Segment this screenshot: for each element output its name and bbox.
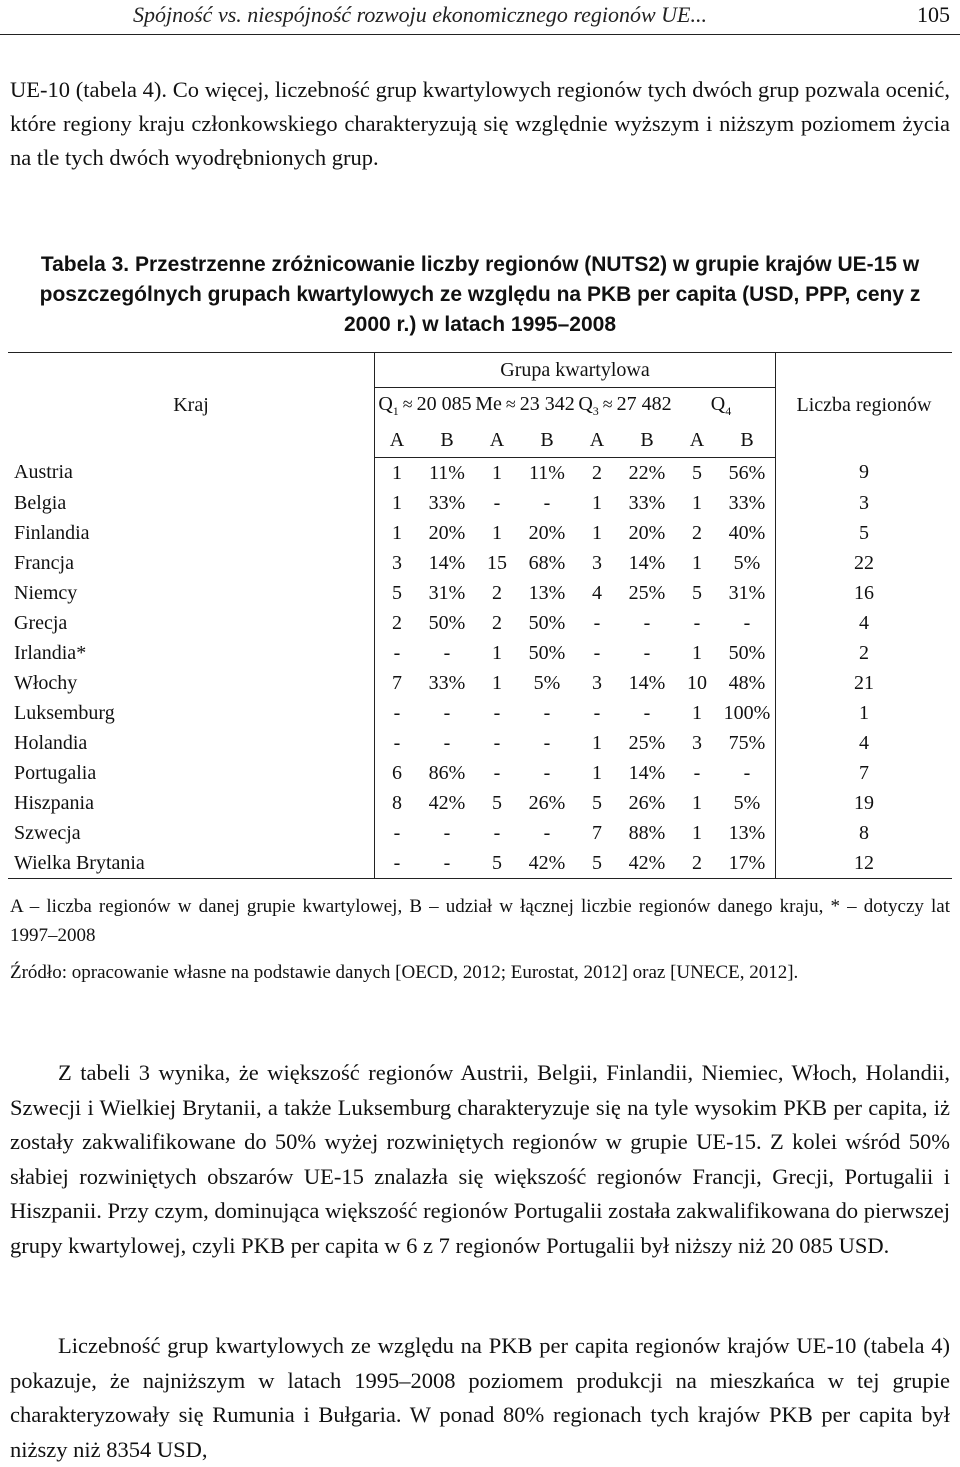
share-b-cell: - xyxy=(743,611,751,634)
region-count-cell: 8 xyxy=(776,818,953,848)
share-b-cell: 20% xyxy=(428,521,466,544)
share-b-cell: 50% xyxy=(428,611,466,634)
count-a-cell: - xyxy=(375,848,420,879)
table-row xyxy=(8,578,952,608)
quartile-label: Q xyxy=(378,392,393,415)
table-caption xyxy=(20,250,940,340)
table-caption-text: Przestrzenne zróżnicowanie liczby regionów (NUTS2) w grupie krajów UE-15 w poszczególnych grupach kwartylowych ze względu na PKB per capita (USD, PPP, ceny z 2000 r.) w latach 1995–2008 xyxy=(39,253,921,336)
running-header xyxy=(0,0,960,35)
share-b-cell: 33% xyxy=(728,491,766,514)
table-row xyxy=(8,758,952,788)
table-row xyxy=(8,728,952,758)
table-row xyxy=(8,608,952,638)
country-cell: Szwecja xyxy=(8,818,375,848)
subheader-a: A xyxy=(375,423,420,458)
share-b-cell: 5% xyxy=(533,671,561,694)
table-row xyxy=(8,788,952,818)
region-count-cell: 12 xyxy=(776,848,953,879)
share-b-cell: - xyxy=(443,701,451,724)
share-b-cell: 26% xyxy=(528,791,566,814)
share-b-cell: 33% xyxy=(628,491,666,514)
count-a-cell: 2 xyxy=(492,581,502,604)
count-a-cell: 1 xyxy=(692,491,702,514)
count-a-cell: 15 xyxy=(487,551,507,574)
country-cell: Hiszpania xyxy=(8,788,375,818)
count-a-cell: - xyxy=(393,701,401,724)
count-a-cell: 1 xyxy=(492,671,502,694)
country-cell: Irlandia* xyxy=(8,638,375,668)
paragraph-continuation: Liczebność grup kwartylowych ze względu na PKB per capita regionów krajów UE-10 (tabela 4) pokazuje, że najniższym w latach 1995–2008 poziomem produkcji na mieszkańca w tej grupie charakteryzowały się Rumunia i Bułgaria. W ponad 80% regionach tych krajów PKB per capita był niższy niż 8354 USD, xyxy=(10,1333,950,1462)
quartile-label: Q xyxy=(578,392,593,415)
count-a-cell: 5 xyxy=(592,791,602,814)
region-count-cell: 4 xyxy=(776,728,953,758)
count-a-cell: 1 xyxy=(492,521,502,544)
share-b-cell: 31% xyxy=(428,581,466,604)
table-row xyxy=(8,638,952,668)
table-row xyxy=(8,548,952,578)
region-count-cell: 19 xyxy=(776,788,953,818)
subheader-a: A xyxy=(575,423,619,458)
share-b-cell: - xyxy=(443,641,451,664)
quartile-threshold: 27 482 xyxy=(616,392,672,415)
share-b-cell: 14% xyxy=(428,551,466,574)
share-b-cell: 20% xyxy=(528,521,566,544)
share-b-cell: 14% xyxy=(628,671,666,694)
quartile-subscript: 3 xyxy=(592,403,599,418)
share-b-cell: 13% xyxy=(728,821,766,844)
subheader-b: B xyxy=(619,423,675,458)
approx-symbol: ≈ xyxy=(402,393,413,414)
share-b-cell: 25% xyxy=(628,731,666,754)
count-a-cell: 7 xyxy=(592,821,602,844)
quartile-subscript: 1 xyxy=(392,403,399,418)
table-row xyxy=(8,458,952,489)
share-b-cell: 11% xyxy=(429,461,465,484)
subheader-a: A xyxy=(675,423,719,458)
approx-symbol: ≈ xyxy=(505,393,516,414)
region-count-cell: 1 xyxy=(776,698,953,728)
region-count-cell: 7 xyxy=(776,758,953,788)
share-b-cell: - xyxy=(643,611,651,634)
count-a-cell: - xyxy=(393,641,401,664)
country-cell: Francja xyxy=(8,548,375,578)
subheader-a: A xyxy=(475,423,519,458)
share-b-cell: 56% xyxy=(728,461,766,484)
count-a-cell: - xyxy=(393,821,401,844)
count-a-cell: - xyxy=(693,611,701,634)
count-a-cell: 3 xyxy=(592,551,602,574)
count-a-cell: 1 xyxy=(692,791,702,814)
count-a-cell: 1 xyxy=(392,521,402,544)
subheader-b: B xyxy=(519,423,575,458)
share-b-cell: 5% xyxy=(733,551,761,574)
share-b-cell: - xyxy=(643,641,651,664)
data-table xyxy=(8,352,952,879)
quartile-threshold: 20 085 xyxy=(416,392,472,415)
share-b-cell: 100% xyxy=(723,701,771,724)
table-row xyxy=(8,848,952,879)
table-row xyxy=(8,488,952,518)
region-count-cell: 21 xyxy=(776,668,953,698)
subheader-b: B xyxy=(419,423,475,458)
region-count-cell: 22 xyxy=(776,548,953,578)
share-b-cell: - xyxy=(543,731,551,754)
count-a-cell: 3 xyxy=(692,731,702,754)
table-source: Źródło: opracowanie własne na podstawie danych [OECD, 2012; Eurostat, 2012] oraz [UNECE, 2012]. xyxy=(10,962,799,983)
count-a-cell: 3 xyxy=(392,551,402,574)
count-a-cell: 1 xyxy=(692,821,702,844)
country-cell: Austria xyxy=(8,458,375,489)
count-a-cell: 1 xyxy=(492,461,502,484)
quartile-header xyxy=(475,388,575,424)
header-group: Grupa kwartylowa xyxy=(375,353,776,388)
count-a-cell: 1 xyxy=(392,461,402,484)
table-row xyxy=(8,518,952,548)
country-cell: Belgia xyxy=(8,488,375,518)
count-a-cell: 1 xyxy=(592,521,602,544)
region-count-cell: 4 xyxy=(776,608,953,638)
count-a-cell: 8 xyxy=(392,791,402,814)
count-a-cell: - xyxy=(493,701,501,724)
share-b-cell: - xyxy=(543,821,551,844)
count-a-cell: 1 xyxy=(692,641,702,664)
count-a-cell: 5 xyxy=(475,848,519,879)
count-a-cell: - xyxy=(493,821,501,844)
share-b-cell: - xyxy=(643,701,651,724)
quartile-header xyxy=(575,388,675,424)
country-cell: Grecja xyxy=(8,608,375,638)
share-b-cell: - xyxy=(543,701,551,724)
count-a-cell: 4 xyxy=(592,581,602,604)
share-b-cell: 26% xyxy=(628,791,666,814)
count-a-cell: - xyxy=(593,641,601,664)
quartile-header xyxy=(375,388,476,424)
table-body xyxy=(8,458,952,879)
quartile-subscript: 4 xyxy=(725,403,732,418)
share-b-cell: 50% xyxy=(528,611,566,634)
table-note: A – liczba regionów w danej grupie kwartylowej, B – udział w łącznej liczbie regionów danego kraju, * – dotyczy lat 1997–2008 xyxy=(10,896,950,946)
share-b-cell: 13% xyxy=(528,581,566,604)
share-b-cell: 14% xyxy=(628,551,666,574)
share-b-cell: 11% xyxy=(529,461,565,484)
count-a-cell: 10 xyxy=(687,671,707,694)
share-b-cell: 33% xyxy=(428,491,466,514)
count-a-cell: 5 xyxy=(392,581,402,604)
share-b-cell: 42% xyxy=(619,848,675,879)
header-country: Kraj xyxy=(8,353,375,458)
country-cell: Wielka Brytania xyxy=(8,848,375,879)
count-a-cell: - xyxy=(593,701,601,724)
share-b-cell: 22% xyxy=(628,461,666,484)
quartile-label: Q xyxy=(710,392,726,415)
share-b-cell: - xyxy=(743,761,751,784)
share-b-cell: 42% xyxy=(519,848,575,879)
share-b-cell: 20% xyxy=(628,521,666,544)
share-b-cell: 50% xyxy=(728,641,766,664)
count-a-cell: 2 xyxy=(592,461,602,484)
approx-symbol: ≈ xyxy=(602,393,613,414)
share-b-cell: - xyxy=(543,761,551,784)
share-b-cell: 88% xyxy=(628,821,666,844)
share-b-cell: 68% xyxy=(528,551,566,574)
region-count-cell: 3 xyxy=(776,488,953,518)
country-cell: Finlandia xyxy=(8,518,375,548)
page-number: 105 xyxy=(917,2,950,27)
count-a-cell: 1 xyxy=(592,491,602,514)
share-b-cell: - xyxy=(543,491,551,514)
count-a-cell: 1 xyxy=(592,731,602,754)
region-count-cell: 9 xyxy=(776,458,953,489)
table-row xyxy=(8,698,952,728)
share-b-cell: - xyxy=(443,821,451,844)
country-cell: Portugalia xyxy=(8,758,375,788)
share-b-cell: 48% xyxy=(728,671,766,694)
country-cell: Włochy xyxy=(8,668,375,698)
share-b-cell: 31% xyxy=(728,581,766,604)
count-a-cell: 1 xyxy=(692,551,702,574)
share-b-cell: 14% xyxy=(628,761,666,784)
approx-symbol xyxy=(731,394,739,414)
count-a-cell: - xyxy=(493,731,501,754)
share-b-cell: 75% xyxy=(728,731,766,754)
country-cell: Luksemburg xyxy=(8,698,375,728)
country-cell: Holandia xyxy=(8,728,375,758)
table-row xyxy=(8,818,952,848)
quartile-label: Me xyxy=(475,392,502,415)
count-a-cell: 2 xyxy=(675,848,719,879)
subheader-b: B xyxy=(719,423,776,458)
count-a-cell: 3 xyxy=(592,671,602,694)
share-b-cell: 40% xyxy=(728,521,766,544)
share-b-cell: 5% xyxy=(733,791,761,814)
count-a-cell: 7 xyxy=(392,671,402,694)
count-a-cell: 5 xyxy=(492,791,502,814)
count-a-cell: 5 xyxy=(692,461,702,484)
count-a-cell: 1 xyxy=(592,761,602,784)
share-b-cell: 50% xyxy=(528,641,566,664)
share-b-cell: 17% xyxy=(719,848,776,879)
count-a-cell: - xyxy=(693,761,701,784)
running-title: Spójność vs. niespójność rozwoju ekonomicznego regionów UE... xyxy=(133,2,707,27)
count-a-cell: 2 xyxy=(392,611,402,634)
count-a-cell: - xyxy=(493,761,501,784)
count-a-cell: - xyxy=(593,611,601,634)
paragraph-analysis: Z tabeli 3 wynika, że większość regionów Austrii, Belgii, Finlandii, Niemiec, Włoch, Holandii, Szwecji i Wielkiej Brytanii, a także Luksemburg charakteryzuje się na tyle wysokim PKB per capita, iż zostały zakwalifikowane do 50% wyżej rozwiniętych regionów w grupie UE-15. Z kolei wśród 50% słabiej rozwiniętych obszarów UE-15 znalazła się większość regionów Francji, Grecji, Portugalii i Hiszpanii. Przy czym, dominująca większość regionów Portugalii została zakwalifikowana do pierwszej grupy kwartylowej, czyli PKB per capita w 6 z 7 regionów Portugalii był niższy niż 20 085 USD. xyxy=(10,1060,950,1258)
share-b-cell: 33% xyxy=(428,671,466,694)
count-a-cell: - xyxy=(493,491,501,514)
region-count-cell: 5 xyxy=(776,518,953,548)
share-b-cell: - xyxy=(443,731,451,754)
share-b-cell: 86% xyxy=(428,761,466,784)
count-a-cell: 2 xyxy=(692,521,702,544)
region-count-cell: 2 xyxy=(776,638,953,668)
region-count-cell: 16 xyxy=(776,578,953,608)
quartile-threshold: 23 342 xyxy=(519,392,575,415)
table-caption-lead: Tabela 3. xyxy=(40,253,130,276)
count-a-cell: 1 xyxy=(692,701,702,724)
count-a-cell: 1 xyxy=(492,641,502,664)
quartile-header xyxy=(675,388,776,424)
count-a-cell: 1 xyxy=(392,491,402,514)
share-b-cell: 25% xyxy=(628,581,666,604)
table-row xyxy=(8,668,952,698)
count-a-cell: 5 xyxy=(692,581,702,604)
count-a-cell: 6 xyxy=(392,761,402,784)
paragraph-intro: UE-10 (tabela 4). Co więcej, liczebność grup kwartylowych regionów tych dwóch grup pozwala ocenić, które regiony kraju członkowskiego charakteryzują się względnie wyższym i niższym poziomem życia na tle tych dwóch wyodrębnionych grup. xyxy=(10,77,950,170)
header-region-count: Liczba regionów xyxy=(776,353,953,458)
country-cell: Niemcy xyxy=(8,578,375,608)
share-b-cell: - xyxy=(419,848,475,879)
count-a-cell: 5 xyxy=(575,848,619,879)
count-a-cell: - xyxy=(393,731,401,754)
share-b-cell: 42% xyxy=(428,791,466,814)
count-a-cell: 2 xyxy=(492,611,502,634)
